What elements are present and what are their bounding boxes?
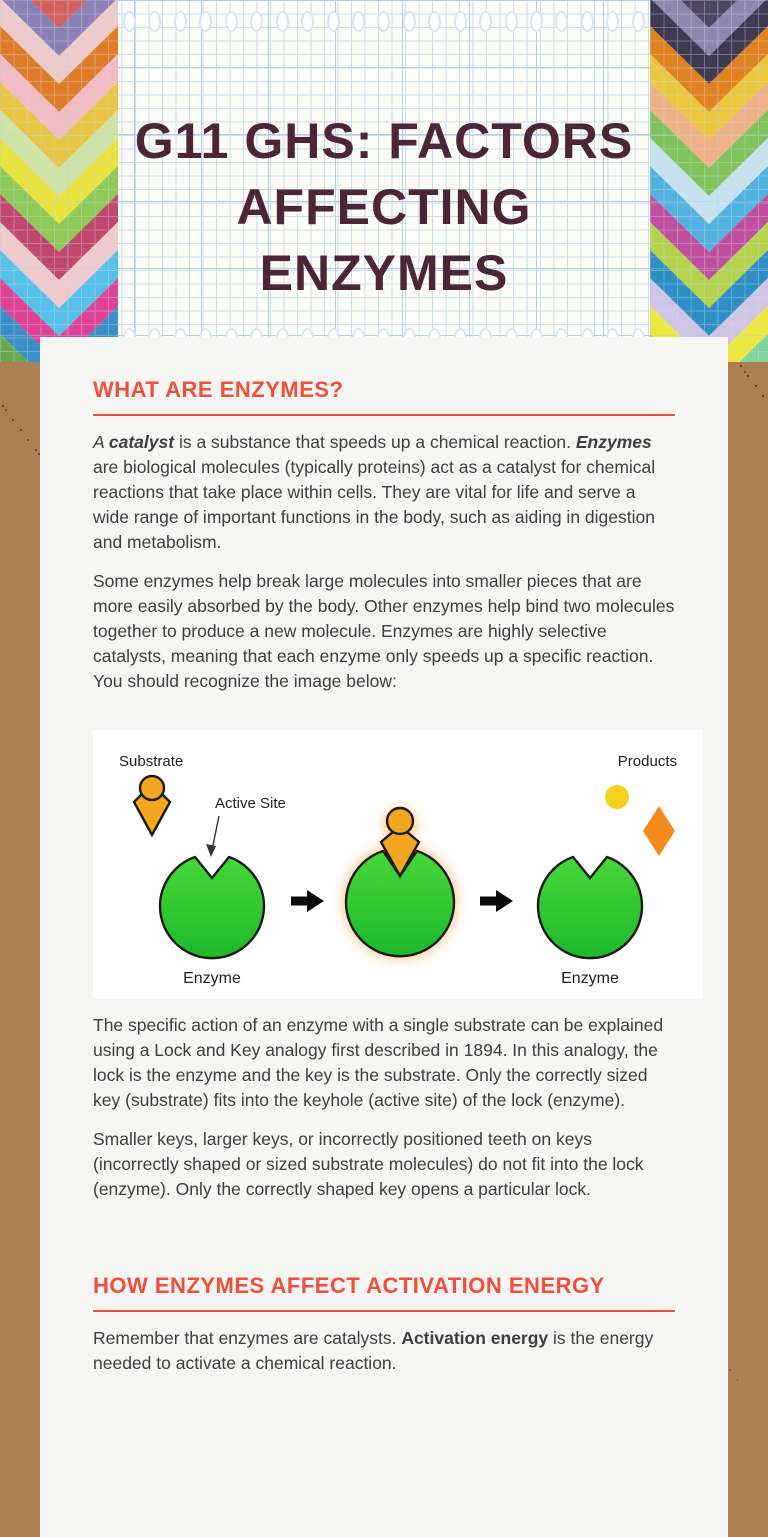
- chevron-stripe: [0, 26, 118, 112]
- page-title-line2: AFFECTING ENZYMES: [236, 179, 532, 301]
- chevron-stripe: [0, 82, 118, 168]
- paper-hole: [403, 11, 416, 32]
- page-title: [118, 108, 650, 306]
- paragraph-lock-and-key: The specific action of an enzyme with a single substrate can be explained using a Lock and Key analogy first described in 1894. In this analogy, the lock is the enzyme and the key is the substrate. Only the correctly sized key (substrate) fits into the keyhole (active site) of the lock (enzyme).: [93, 1015, 664, 1110]
- paper-hole: [352, 11, 365, 32]
- content-card: [40, 337, 728, 1537]
- paragraph-catalyst-definition: [93, 430, 675, 555]
- paper-speckle: [755, 385, 757, 387]
- chevron-stripe: [650, 0, 768, 84]
- paper-speckle: [35, 449, 37, 451]
- paper-hole: [276, 11, 289, 32]
- page-title-line1: G11 GHS: FACTORS: [134, 113, 634, 169]
- paper-speckle: [27, 439, 29, 441]
- paper-speckle: [12, 419, 14, 421]
- enzyme-diagram-image: [93, 730, 703, 999]
- paper-hole: [581, 11, 594, 32]
- heading-rule: [93, 414, 675, 416]
- paper-speckle: [20, 429, 22, 431]
- chevron-stripe: [650, 82, 768, 168]
- chevron-pattern-left: [0, 0, 118, 362]
- paragraph-key-fit: Smaller keys, larger keys, or incorrectly positioned teeth on keys (incorrectly shaped or sized substrate molecules) do not fit into the lock (enzyme). Only the correctly shaped key opens a particular lock.: [93, 1129, 644, 1199]
- text-segment: are biological molecules (typically proteins) act as a catalyst for chemical reactions that take place within cells. They are vital for life and serve a wide range of important functions in the body, such as aiding in digestion and metabolism.: [93, 457, 656, 552]
- chevron-stripe: [0, 250, 118, 336]
- paper-hole: [250, 11, 263, 32]
- chevron-stripe: [650, 138, 768, 224]
- enzyme-diagram-svg: [93, 730, 703, 999]
- chevron-stripe: [0, 0, 118, 84]
- paper-speckle: [5, 409, 7, 411]
- paper-hole: [479, 11, 492, 32]
- chevron-stripe: [0, 0, 118, 28]
- substrate-label: Substrate: [119, 753, 184, 770]
- enzyme-label-right: Enzyme: [561, 970, 619, 987]
- paper-hole: [174, 11, 187, 32]
- paragraph-activation-energy: [93, 1326, 675, 1376]
- paper-hole: [555, 11, 568, 32]
- paper-hole: [428, 11, 441, 32]
- active-site-label: Active Site: [215, 795, 286, 812]
- paper-speckle: [762, 395, 764, 397]
- product-circle-icon: [605, 785, 629, 809]
- chevron-stripe: [0, 0, 118, 56]
- chevron-stripe: [0, 110, 118, 196]
- paper-hole: [327, 11, 340, 32]
- text-segment: is the energy needed to activate a chemical reaction.: [93, 1328, 654, 1373]
- paper-holes-top: [123, 11, 645, 32]
- paper-hole: [454, 11, 467, 32]
- paper-hole: [225, 11, 238, 32]
- text-segment-enzymes: Enzymes: [575, 432, 652, 452]
- chevron-stripe: [0, 166, 118, 252]
- chevron-stripe: [650, 26, 768, 112]
- paper-hole: [123, 11, 136, 32]
- paper-speckle: [2, 405, 4, 407]
- paper-hole: [377, 11, 390, 32]
- text-segment-activation-energy: Activation energy: [401, 1328, 549, 1348]
- section-heading-what-are-enzymes: WHAT ARE ENZYMES?: [93, 377, 344, 402]
- chevron-stripe: [650, 110, 768, 196]
- paper-speckle: [744, 371, 746, 373]
- chevron-stripe: [0, 222, 118, 308]
- chevron-stripe: [650, 250, 768, 336]
- paper-hole: [505, 11, 518, 32]
- section-activation-energy: [93, 1274, 675, 1376]
- chevron-stripe: [0, 54, 118, 140]
- text-segment: is a substance that speeds up a chemical reaction.: [174, 432, 576, 452]
- chevron-pattern-right: [650, 0, 768, 362]
- section-heading-activation-energy: HOW ENZYMES AFFECT ACTIVATION ENERGY: [93, 1273, 605, 1298]
- chevron-stripe: [650, 222, 768, 308]
- text-segment: A: [93, 432, 109, 452]
- paragraph-enzyme-functions: Some enzymes help break large molecules into smaller pieces that are more easily absorbed by the body. Other enzymes help bind two molecules together to produce a new molecule. Enzymes are highly selective catalysts, meaning that each enzyme only speeds up a specific reaction. You should recognize the image below:: [93, 571, 675, 691]
- chevron-stripe: [650, 54, 768, 140]
- paper-speckle: [747, 375, 749, 377]
- text-segment: Remember that enzymes are catalysts.: [93, 1328, 402, 1348]
- paper-hole: [632, 11, 645, 32]
- text-segment-catalyst: catalyst: [108, 432, 175, 452]
- heading-rule: [93, 1310, 675, 1312]
- paper-hole: [148, 11, 161, 32]
- chevron-stripe: [0, 194, 118, 280]
- paper-hole: [606, 11, 619, 32]
- chevron-stripe: [650, 0, 768, 56]
- paper-hole: [301, 11, 314, 32]
- chevron-stripe: [650, 0, 768, 28]
- paper-speckle: [740, 365, 742, 367]
- paper-hole: [530, 11, 543, 32]
- paper-speckle: [729, 1369, 731, 1371]
- products-label: Products: [617, 753, 677, 770]
- banner-header: [0, 0, 768, 362]
- enzyme-label-left: Enzyme: [183, 970, 241, 987]
- chevron-stripe: [650, 194, 768, 280]
- chevron-stripe: [650, 166, 768, 252]
- chevron-stripe: [0, 138, 118, 224]
- paper-hole: [199, 11, 212, 32]
